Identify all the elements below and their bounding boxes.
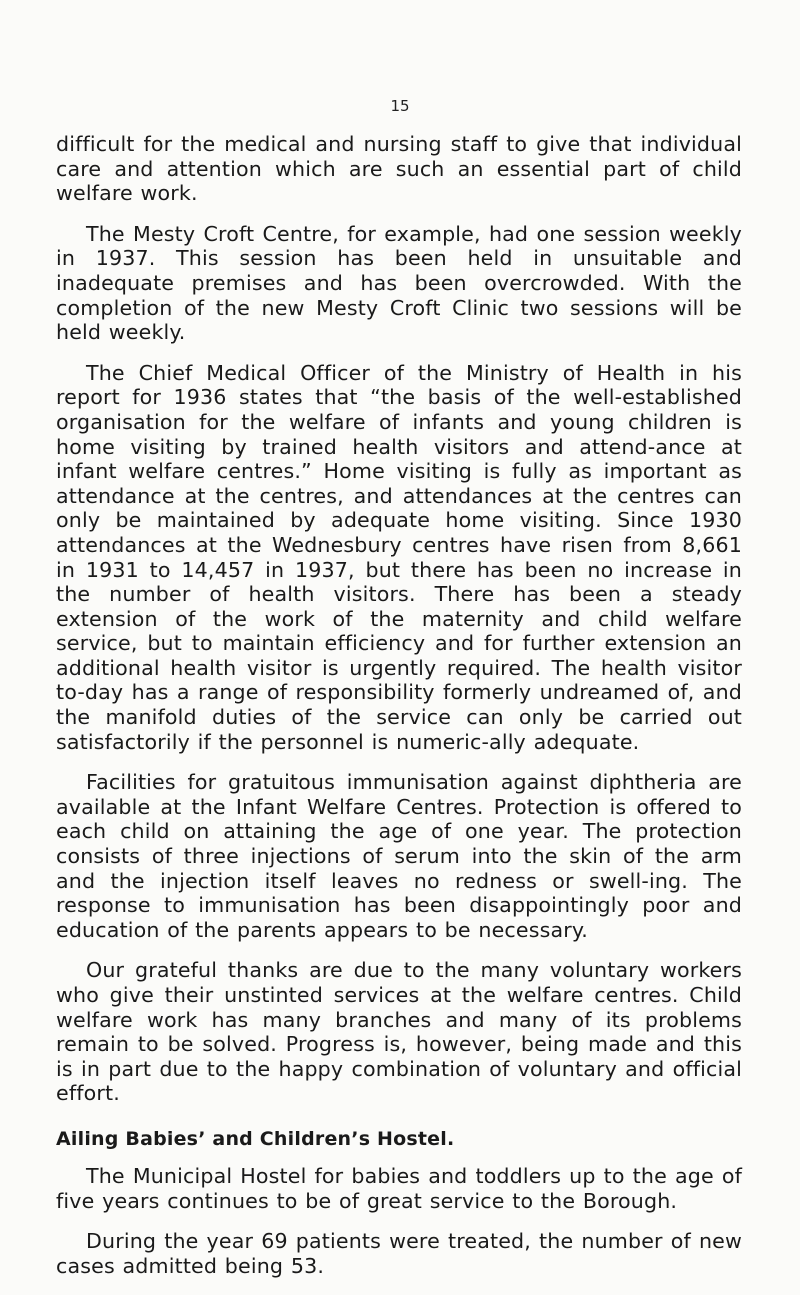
paragraph-mesty-croft: The Mesty Croft Centre, for example, had one session weekly in 1937. This session has been held in unsuitable and inadequate premises and has been overcrowded. With the completion of the new Mesty Croft Clinic two sessions will be held weekly. [56, 221, 742, 345]
paragraph-continuation: difficult for the medical and nursing staff to give that individual care and attention which are such an essential part of child welfare work. [56, 132, 742, 206]
document-body [56, 88, 742, 1294]
paragraph-municipal-hostel: The Municipal Hostel for babies and toddlers up to the age of five years continues to be of great service to the Borough. [56, 1163, 742, 1213]
paragraph-home-visiting: The Chief Medical Officer of the Ministry of Health in his report for 1936 states that “the basis of the well-established organisation for the welfare of infants and young children is home visiting by trained health visitors and attend-ance at infant welfare centres.” Home visiting is fully as important as attendance at the centres, and attendances at the centres can only be maintained by adequate home visiting. Since 1930 attendances at the Wednesbury centres have risen from 8,661 in 1931 to 14,457 in 1937, but there has been no increase in the number of health visitors. There has been a steady extension of the work of the maternity and child welfare service, but to maintain efficiency and for further extension an additional health visitor is urgently required. The health visitor to-day has a range of responsibility formerly undreamed of, and the manifold duties of the service can only be carried out satisfactorily if the personnel is numeric-ally adequate. [56, 360, 742, 754]
paragraph-immunisation: Facilities for gratuitous immunisation against diphtheria are available at the Infant Welfare Centres. Protection is offered to each child on attaining the age of one year. The protection consists of three injections of serum into the skin of the arm and the injection itself leaves no redness or swell-ing. The response to immunisation has been disappointingly poor and education of the parents appears to be necessary. [56, 770, 742, 942]
paragraph-voluntary-workers: Our grateful thanks are due to the many voluntary workers who give their unstinted services at the welfare centres. Child welfare work has many branches and many of its problems remain to be solved. Progress is, however, being made and this is in part due to the happy combination of voluntary and official effort. [56, 958, 742, 1106]
section-heading: Ailing Babies’ and Children’s Hostel. [56, 1127, 455, 1150]
paragraph-patients-treated: During the year 69 patients were treated, the number of new cases admitted being 53. [56, 1229, 742, 1278]
page-number: 15 [390, 97, 410, 115]
